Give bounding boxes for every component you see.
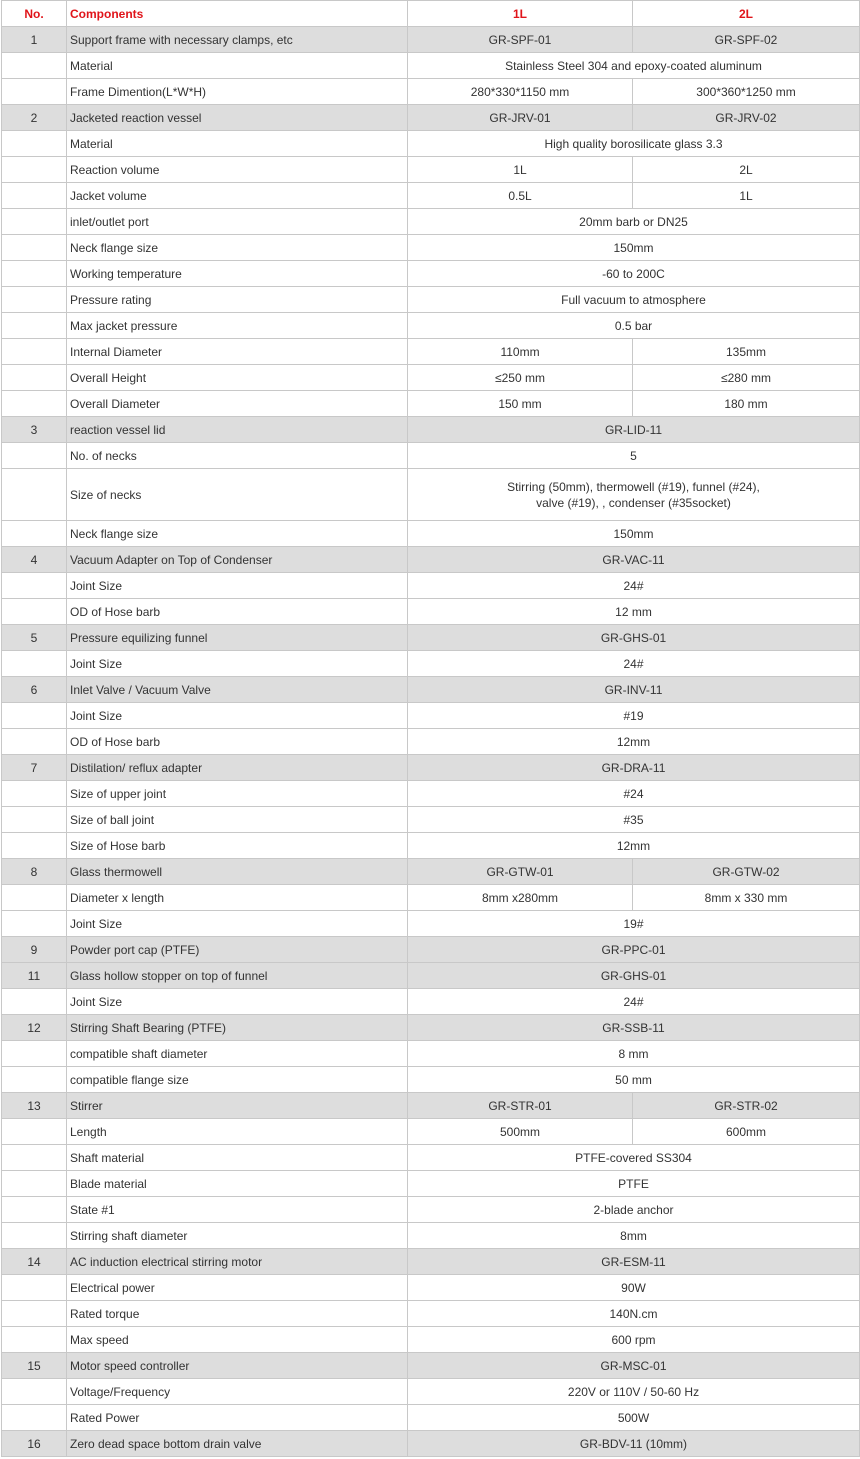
item-number-cell xyxy=(2,261,67,287)
component-label-cell: Overall Diameter xyxy=(67,391,408,417)
value-shared-cell: GR-GHS-01 xyxy=(408,625,860,651)
item-number-cell xyxy=(2,1327,67,1353)
table-row xyxy=(2,443,860,469)
value-2l-cell: 2L xyxy=(633,157,860,183)
table-row xyxy=(2,27,860,53)
component-label-cell: Material xyxy=(67,131,408,157)
item-number-cell: 13 xyxy=(2,1093,67,1119)
value-shared-cell: 220V or 110V / 50-60 Hz xyxy=(408,1379,860,1405)
value-shared-cell: 8 mm xyxy=(408,1041,860,1067)
component-label-cell: Blade material xyxy=(67,1171,408,1197)
item-number-cell: 2 xyxy=(2,105,67,131)
component-label-cell: AC induction electrical stirring motor xyxy=(67,1249,408,1275)
table-row xyxy=(2,1197,860,1223)
table-row xyxy=(2,1327,860,1353)
table-row xyxy=(2,807,860,833)
component-label-cell: OD of Hose barb xyxy=(67,599,408,625)
component-label-cell: Joint Size xyxy=(67,573,408,599)
table-row xyxy=(2,729,860,755)
value-1l-cell: 280*330*1150 mm xyxy=(408,79,633,105)
value-shared-cell: 90W xyxy=(408,1275,860,1301)
item-number-cell xyxy=(2,53,67,79)
component-label-cell: Inlet Valve / Vacuum Valve xyxy=(67,677,408,703)
item-number-cell: 7 xyxy=(2,755,67,781)
component-label-cell: compatible flange size xyxy=(67,1067,408,1093)
value-shared-cell: GR-INV-11 xyxy=(408,677,860,703)
value-2l-cell: GR-GTW-02 xyxy=(633,859,860,885)
table-row xyxy=(2,859,860,885)
value-shared-cell: GR-DRA-11 xyxy=(408,755,860,781)
value-shared-cell: 150mm xyxy=(408,521,860,547)
table-row xyxy=(2,53,860,79)
component-label-cell: Size of necks xyxy=(67,469,408,521)
header-components: Components xyxy=(67,1,408,27)
table-row xyxy=(2,677,860,703)
value-shared-cell: 19# xyxy=(408,911,860,937)
table-row xyxy=(2,833,860,859)
component-label-cell: Working temperature xyxy=(67,261,408,287)
table-row xyxy=(2,573,860,599)
item-number-cell xyxy=(2,911,67,937)
table-row xyxy=(2,963,860,989)
value-shared-cell: GR-SSB-11 xyxy=(408,1015,860,1041)
component-label-cell: Overall Height xyxy=(67,365,408,391)
item-number-cell: 15 xyxy=(2,1353,67,1379)
component-label-cell: Stirrer xyxy=(67,1093,408,1119)
value-2l-cell: ≤280 mm xyxy=(633,365,860,391)
value-2l-cell: GR-JRV-02 xyxy=(633,105,860,131)
header-row xyxy=(2,1,860,27)
value-shared-cell: Full vacuum to atmosphere xyxy=(408,287,860,313)
table-row xyxy=(2,313,860,339)
table-row xyxy=(2,417,860,443)
table-row xyxy=(2,235,860,261)
item-number-cell xyxy=(2,885,67,911)
table-row xyxy=(2,651,860,677)
item-number-cell xyxy=(2,183,67,209)
value-shared-cell: #19 xyxy=(408,703,860,729)
value-shared-cell: GR-MSC-01 xyxy=(408,1353,860,1379)
value-shared-cell: 600 rpm xyxy=(408,1327,860,1353)
value-shared-cell: 24# xyxy=(408,573,860,599)
item-number-cell: 3 xyxy=(2,417,67,443)
component-label-cell: Size of ball joint xyxy=(67,807,408,833)
component-label-cell: Internal Diameter xyxy=(67,339,408,365)
specification-table xyxy=(1,0,860,1457)
component-label-cell: Motor speed controller xyxy=(67,1353,408,1379)
value-shared-cell: 50 mm xyxy=(408,1067,860,1093)
component-label-cell: Rated torque xyxy=(67,1301,408,1327)
table-row xyxy=(2,1275,860,1301)
table-row xyxy=(2,1119,860,1145)
value-shared-cell: GR-ESM-11 xyxy=(408,1249,860,1275)
value-shared-cell: 12mm xyxy=(408,729,860,755)
table-row xyxy=(2,911,860,937)
component-label-cell: Neck flange size xyxy=(67,521,408,547)
value-shared-cell: 24# xyxy=(408,651,860,677)
component-label-cell: Jacketed reaction vessel xyxy=(67,105,408,131)
table-row xyxy=(2,1093,860,1119)
component-label-cell: No. of necks xyxy=(67,443,408,469)
table-row xyxy=(2,183,860,209)
component-label-cell: Distilation/ reflux adapter xyxy=(67,755,408,781)
item-number-cell: 16 xyxy=(2,1431,67,1457)
value-2l-cell: 135mm xyxy=(633,339,860,365)
table-row xyxy=(2,1379,860,1405)
component-label-cell: Diameter x length xyxy=(67,885,408,911)
value-1l-cell: GR-STR-01 xyxy=(408,1093,633,1119)
component-label-cell: Powder port cap (PTFE) xyxy=(67,937,408,963)
item-number-cell xyxy=(2,235,67,261)
item-number-cell xyxy=(2,599,67,625)
component-label-cell: Length xyxy=(67,1119,408,1145)
value-shared-cell: #35 xyxy=(408,807,860,833)
value-shared-cell: GR-LID-11 xyxy=(408,417,860,443)
item-number-cell xyxy=(2,1301,67,1327)
component-label-cell: State #1 xyxy=(67,1197,408,1223)
item-number-cell: 5 xyxy=(2,625,67,651)
item-number-cell xyxy=(2,443,67,469)
component-label-cell: OD of Hose barb xyxy=(67,729,408,755)
item-number-cell: 6 xyxy=(2,677,67,703)
value-shared-cell: GR-GHS-01 xyxy=(408,963,860,989)
value-1l-cell: 110mm xyxy=(408,339,633,365)
table-row xyxy=(2,209,860,235)
value-1l-cell: 8mm x280mm xyxy=(408,885,633,911)
item-number-cell xyxy=(2,79,67,105)
component-label-cell: Frame Dimention(L*W*H) xyxy=(67,79,408,105)
table-row xyxy=(2,1431,860,1457)
table-row xyxy=(2,885,860,911)
item-number-cell xyxy=(2,1197,67,1223)
component-label-cell: Max jacket pressure xyxy=(67,313,408,339)
item-number-cell xyxy=(2,521,67,547)
table-row xyxy=(2,599,860,625)
item-number-cell xyxy=(2,313,67,339)
item-number-cell: 1 xyxy=(2,27,67,53)
item-number-cell xyxy=(2,469,67,521)
table-row xyxy=(2,937,860,963)
item-number-cell xyxy=(2,989,67,1015)
component-label-cell: Glass hollow stopper on top of funnel xyxy=(67,963,408,989)
value-2l-cell: 600mm xyxy=(633,1119,860,1145)
value-shared-cell: 150mm xyxy=(408,235,860,261)
component-label-cell: Stirring Shaft Bearing (PTFE) xyxy=(67,1015,408,1041)
value-2l-cell: 180 mm xyxy=(633,391,860,417)
item-number-cell xyxy=(2,391,67,417)
component-label-cell: Glass thermowell xyxy=(67,859,408,885)
table-row xyxy=(2,1015,860,1041)
table-row xyxy=(2,989,860,1015)
value-shared-cell: 12mm xyxy=(408,833,860,859)
value-shared-cell: 8mm xyxy=(408,1223,860,1249)
table-row xyxy=(2,1249,860,1275)
component-label-cell: Pressure rating xyxy=(67,287,408,313)
table-row xyxy=(2,365,860,391)
item-number-cell xyxy=(2,1119,67,1145)
component-label-cell: Electrical power xyxy=(67,1275,408,1301)
value-shared-cell: 0.5 bar xyxy=(408,313,860,339)
table-row xyxy=(2,1301,860,1327)
item-number-cell xyxy=(2,1405,67,1431)
component-label-cell: Joint Size xyxy=(67,989,408,1015)
value-1l-cell: 500mm xyxy=(408,1119,633,1145)
component-label-cell: Vacuum Adapter on Top of Condenser xyxy=(67,547,408,573)
value-shared-cell: -60 to 200C xyxy=(408,261,860,287)
item-number-cell xyxy=(2,1171,67,1197)
component-label-cell: reaction vessel lid xyxy=(67,417,408,443)
component-label-cell: Reaction volume xyxy=(67,157,408,183)
component-label-cell: inlet/outlet port xyxy=(67,209,408,235)
item-number-cell xyxy=(2,131,67,157)
value-line: Stirring (50mm), thermowell (#19), funnel (#24), xyxy=(507,479,760,494)
table-row xyxy=(2,157,860,183)
component-label-cell: Joint Size xyxy=(67,911,408,937)
component-label-cell: Size of Hose barb xyxy=(67,833,408,859)
table-row xyxy=(2,131,860,157)
component-label-cell: Stirring shaft diameter xyxy=(67,1223,408,1249)
value-2l-cell: 300*360*1250 mm xyxy=(633,79,860,105)
item-number-cell: 14 xyxy=(2,1249,67,1275)
component-label-cell: Max speed xyxy=(67,1327,408,1353)
table-row xyxy=(2,521,860,547)
value-1l-cell: GR-JRV-01 xyxy=(408,105,633,131)
item-number-cell xyxy=(2,703,67,729)
value-shared-cell: 12 mm xyxy=(408,599,860,625)
component-label-cell: Shaft material xyxy=(67,1145,408,1171)
value-2l-cell: 8mm x 330 mm xyxy=(633,885,860,911)
value-shared-cell: 500W xyxy=(408,1405,860,1431)
table-row xyxy=(2,1067,860,1093)
table-row xyxy=(2,625,860,651)
item-number-cell xyxy=(2,781,67,807)
item-number-cell xyxy=(2,573,67,599)
component-label-cell: Size of upper joint xyxy=(67,781,408,807)
item-number-cell xyxy=(2,1379,67,1405)
header-1l: 1L xyxy=(408,1,633,27)
item-number-cell xyxy=(2,157,67,183)
item-number-cell xyxy=(2,287,67,313)
component-label-cell: Voltage/Frequency xyxy=(67,1379,408,1405)
value-shared-cell xyxy=(408,469,860,521)
table-row xyxy=(2,1223,860,1249)
item-number-cell xyxy=(2,1067,67,1093)
component-label-cell: Jacket volume xyxy=(67,183,408,209)
value-shared-cell: GR-PPC-01 xyxy=(408,937,860,963)
header-2l: 2L xyxy=(633,1,860,27)
table-row xyxy=(2,547,860,573)
value-2l-cell: 1L xyxy=(633,183,860,209)
value-1l-cell: 1L xyxy=(408,157,633,183)
table-row xyxy=(2,339,860,365)
value-shared-cell: 5 xyxy=(408,443,860,469)
item-number-cell xyxy=(2,209,67,235)
value-shared-cell: 140N.cm xyxy=(408,1301,860,1327)
table-row xyxy=(2,755,860,781)
value-shared-cell: High quality borosilicate glass 3.3 xyxy=(408,131,860,157)
value-shared-cell: 24# xyxy=(408,989,860,1015)
item-number-cell: 12 xyxy=(2,1015,67,1041)
table-row xyxy=(2,79,860,105)
header-no: No. xyxy=(2,1,67,27)
value-shared-cell: GR-VAC-11 xyxy=(408,547,860,573)
item-number-cell: 8 xyxy=(2,859,67,885)
component-label-cell: Zero dead space bottom drain valve xyxy=(67,1431,408,1457)
value-1l-cell: 150 mm xyxy=(408,391,633,417)
value-line: valve (#19), , condenser (#35socket) xyxy=(536,495,731,510)
value-1l-cell: ≤250 mm xyxy=(408,365,633,391)
table-body xyxy=(2,27,860,1457)
item-number-cell xyxy=(2,729,67,755)
table-row xyxy=(2,287,860,313)
value-shared-cell: 2-blade anchor xyxy=(408,1197,860,1223)
table-row xyxy=(2,781,860,807)
table-row xyxy=(2,261,860,287)
value-shared-cell: Stainless Steel 304 and epoxy-coated aluminum xyxy=(408,53,860,79)
table-row xyxy=(2,391,860,417)
item-number-cell xyxy=(2,833,67,859)
component-label-cell: Joint Size xyxy=(67,651,408,677)
table-row xyxy=(2,1405,860,1431)
item-number-cell: 11 xyxy=(2,963,67,989)
value-1l-cell: GR-GTW-01 xyxy=(408,859,633,885)
component-label-cell: compatible shaft diameter xyxy=(67,1041,408,1067)
table-row xyxy=(2,703,860,729)
value-shared-cell: GR-BDV-11 (10mm) xyxy=(408,1431,860,1457)
value-shared-cell: #24 xyxy=(408,781,860,807)
table-row xyxy=(2,1353,860,1379)
value-1l-cell: 0.5L xyxy=(408,183,633,209)
item-number-cell xyxy=(2,1275,67,1301)
table-row xyxy=(2,1041,860,1067)
table-row xyxy=(2,469,860,521)
item-number-cell xyxy=(2,1041,67,1067)
item-number-cell xyxy=(2,651,67,677)
table-row xyxy=(2,1145,860,1171)
value-shared-cell: PTFE-covered SS304 xyxy=(408,1145,860,1171)
component-label-cell: Joint Size xyxy=(67,703,408,729)
component-label-cell: Neck flange size xyxy=(67,235,408,261)
item-number-cell xyxy=(2,1145,67,1171)
value-2l-cell: GR-SPF-02 xyxy=(633,27,860,53)
component-label-cell: Support frame with necessary clamps, etc xyxy=(67,27,408,53)
component-label-cell: Rated Power xyxy=(67,1405,408,1431)
value-shared-cell: PTFE xyxy=(408,1171,860,1197)
table-row xyxy=(2,1171,860,1197)
value-1l-cell: GR-SPF-01 xyxy=(408,27,633,53)
item-number-cell: 4 xyxy=(2,547,67,573)
component-label-cell: Pressure equilizing funnel xyxy=(67,625,408,651)
item-number-cell xyxy=(2,339,67,365)
table-row xyxy=(2,105,860,131)
item-number-cell xyxy=(2,365,67,391)
component-label-cell: Material xyxy=(67,53,408,79)
value-shared-cell: 20mm barb or DN25 xyxy=(408,209,860,235)
item-number-cell xyxy=(2,807,67,833)
item-number-cell: 9 xyxy=(2,937,67,963)
item-number-cell xyxy=(2,1223,67,1249)
value-2l-cell: GR-STR-02 xyxy=(633,1093,860,1119)
